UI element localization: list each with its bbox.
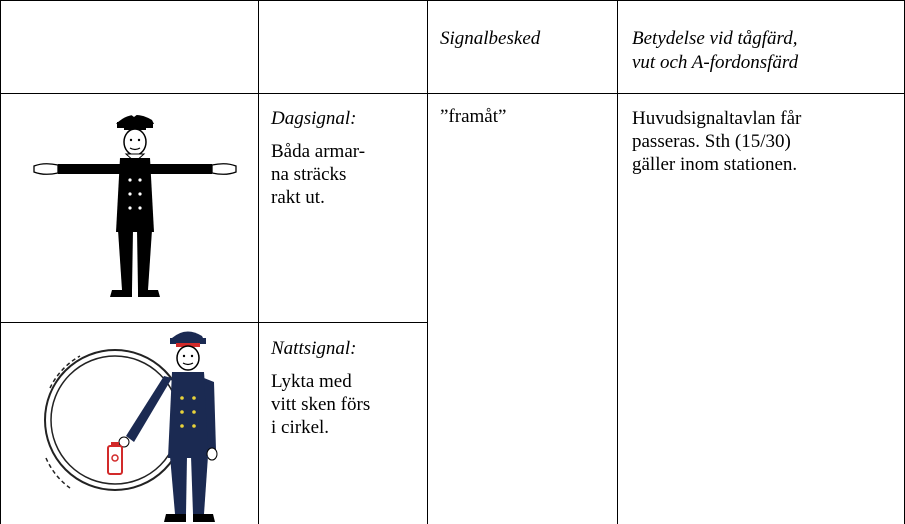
day-signal-label: Dagsignal: — [271, 108, 357, 129]
header-betydelse-line1: Betydelse vid tågfärd, — [632, 28, 798, 49]
night-signal-desc-2: vitt sken förs — [271, 394, 371, 415]
signalman-lantern-circle-icon — [20, 328, 245, 524]
signalman-arms-outstretched-icon — [20, 102, 245, 302]
night-signal-desc-1: Lykta med — [271, 371, 352, 392]
col-divider-2 — [427, 0, 428, 524]
header-row-divider — [0, 93, 905, 94]
meaning-line-3: gäller inom stationen. — [632, 154, 798, 175]
col-divider-3 — [617, 0, 618, 524]
table-border-top — [0, 0, 905, 1]
signal-framat: ”framåt” — [440, 106, 507, 127]
meaning-line-2: passeras. Sth (15/30) — [632, 131, 791, 152]
night-signal-label: Nattsignal: — [271, 338, 357, 359]
meaning-line-1: Huvudsignaltavlan får — [632, 108, 802, 129]
night-signal-desc-3: i cirkel. — [271, 417, 330, 438]
header-signalbesked: Signalbesked — [440, 28, 541, 49]
table-border-left — [0, 0, 1, 524]
day-signal-desc-1: Båda armar- — [271, 141, 366, 162]
day-night-divider — [0, 322, 428, 323]
day-signal-desc-2: na sträcks — [271, 164, 347, 185]
col-divider-1 — [258, 0, 259, 524]
day-signal-desc-3: rakt ut. — [271, 187, 325, 208]
header-betydelse-line2: vut och A-fordonsfärd — [632, 52, 799, 73]
